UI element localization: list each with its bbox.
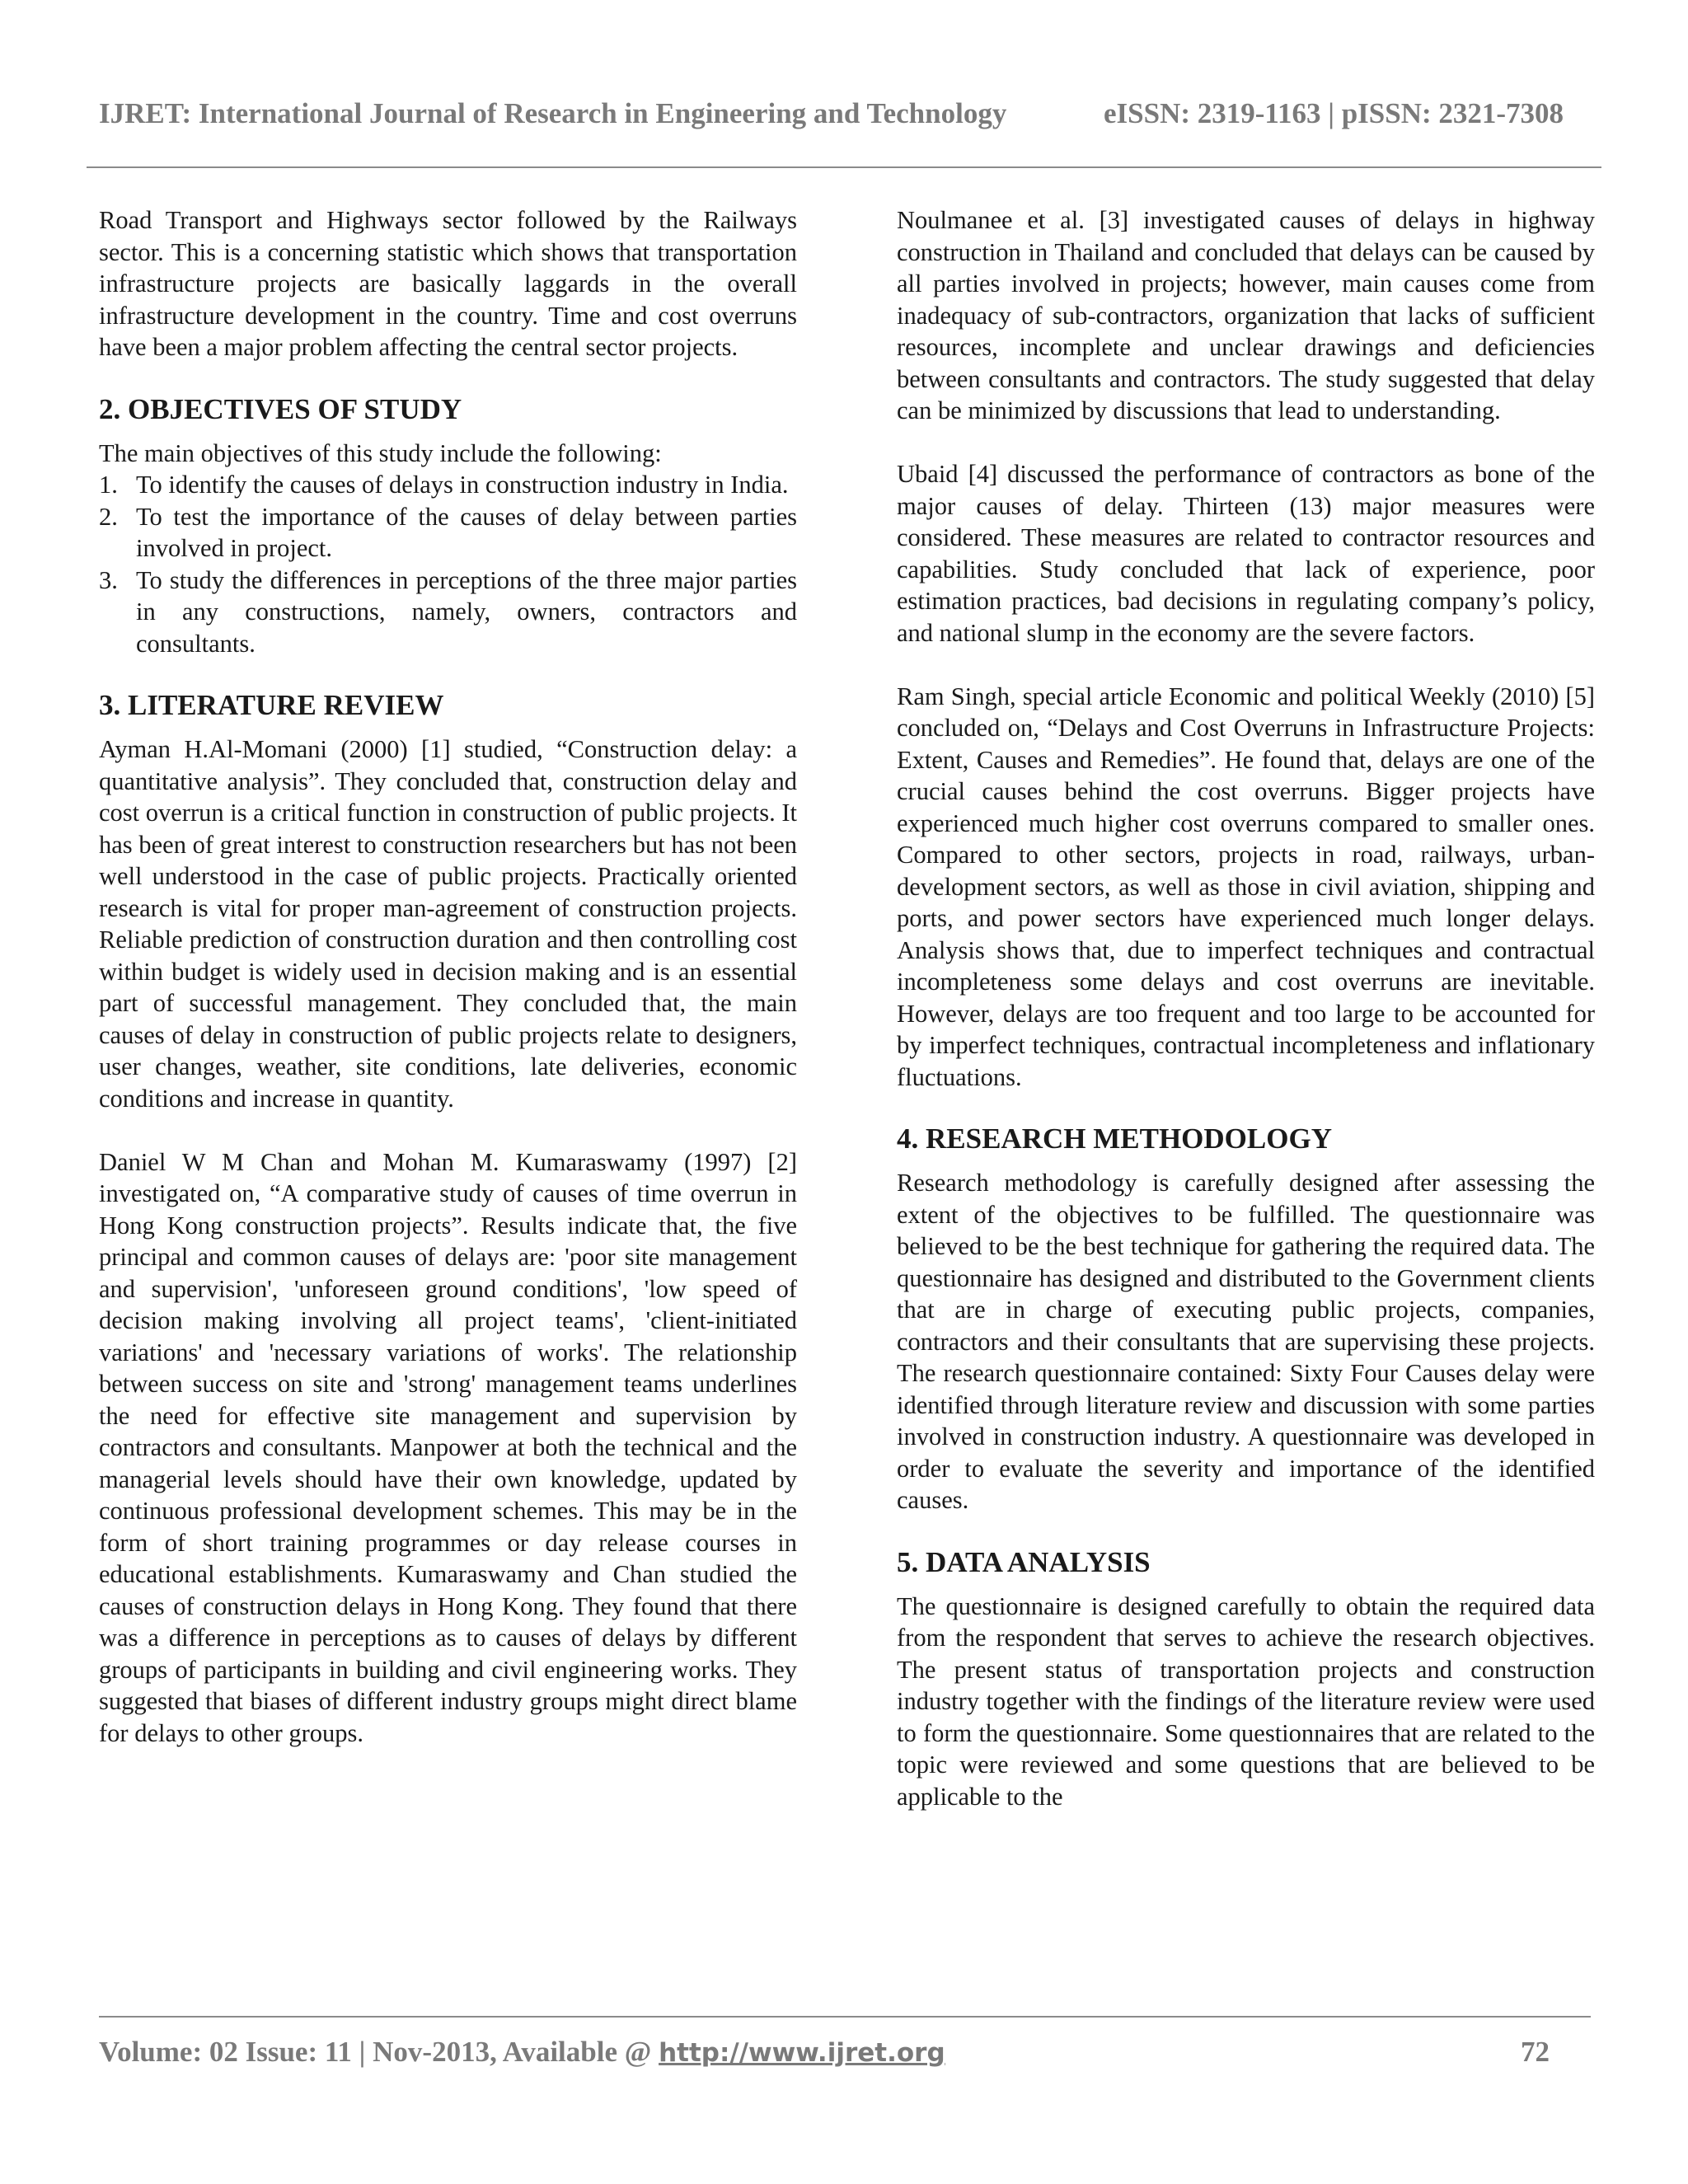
literature-paragraph: Noulmanee et al. [3] investigated causes of delays in highway construction in Thailand and concluded that delays can be caused by all parties involved in projects; however, main causes come from inadequacy of sub-contractors, organization that lacks of sufficient resources, incomplete and unclear drawings and deficiencies between consultants and contractors. The study suggested that delay can be minimized by discussions that lead to understanding.: [897, 206, 1595, 424]
data-analysis-paragraph: The questionnaire is designed carefully to obtain the required data from the respondent that serves to achieve the research objectives. The present status of transportation projects and construction industry together with the findings of the literature review were used to form the questionnaire. Some questionnaires that are related to the topic were reviewed and some questions that are believed to be applicable to the: [897, 1591, 1595, 1811]
literature-paragraph: Daniel W M Chan and Mohan M. Kumaraswamy (1997) [2] investigated on, “A comparative study of causes of time overrun in Hong Kong construction projects”. Results indicate that, the five principal and common causes of delays are: 'poor site management and supervision', 'unforeseen ground conditions', 'low speed of decision making involving all project teams', 'client-initiated variations' and 'necessary variations of works'. The relationship between success on site and 'strong' management teams underlines the need for effective site management and supervision by contractors and consultants. Manpower at both the technical and the managerial levels should have their own knowledge, updated by continuous professional development schemes. This may be in the form of short training programmes or day release courses in educational establishments. Kumaraswamy and Chan studied the causes of construction delays in Hong Kong. They found that there was a difference in perceptions as to causes of delays by different groups of participants in building and civil engineering works. They suggested that biases of different industry groups might direct blame for delays to other groups.: [99, 1147, 797, 1747]
right-column: [897, 204, 1595, 1812]
literature-paragraph: Ayman H.Al-Momani (2000) [1] studied, “Construction delay: a quantitative analysis”. They concluded that, construction delay and cost overrun is a critical function in construction of public projects. It has been of great interest to construction researchers but has not been well understood in the case of public projects. Practically oriented research is vital for proper man-agreement of construction projects. Reliable prediction of construction duration and then controlling cost within budget is widely used in decision making and is an essential part of successful management. They concluded that, the main causes of delay in construction of public projects relate to designers, user changes, weather, site conditions, late deliveries, economic conditions and increase in quantity.: [99, 735, 797, 1113]
section-heading-literature: 3. LITERATURE REVIEW: [99, 689, 444, 721]
running-footer: [99, 2036, 1550, 2069]
left-column: [99, 204, 797, 1749]
objectives-lead: The main objectives of this study include the following:: [99, 438, 662, 467]
journal-link[interactable]: http://www.ijret.org: [659, 2038, 945, 2068]
list-item: [99, 501, 797, 565]
issn-info: eISSN: 2319-1163 | pISSN: 2321-7308: [1104, 97, 1564, 129]
objectives-list: [99, 469, 797, 659]
intro-paragraph: Road Transport and Highways sector followed by the Railways sector. This is a concerning statistic which shows that transportation infrastructure projects are basically laggards in the overall infrastructure development in the country. Time and cost overruns have been a major problem affecting the central sector projects.: [99, 206, 797, 361]
list-text: To identify the causes of delays in construction industry in India.: [136, 471, 789, 499]
literature-paragraph: Ram Singh, special article Economic and political Weekly (2010) [5] concluded on, “Delays and Cost Overruns in Infrastructure Projects: Extent, Causes and Remedies”. He found that, delays are one of the crucial causes behind the cost overruns. Bigger projects have experienced much higher cost overruns compared to smaller ones. Compared to other sectors, projects in road, railways, urban-development sectors, as well as those in civil aviation, shipping and ports, and power sectors have experienced much longer delays. Analysis shows that, due to imperfect techniques and contractual incompleteness some delays and cost overruns are inevitable. However, delays are too frequent and too large to be accounted for by imperfect techniques, contractual incompleteness and inflationary fluctuations.: [897, 682, 1595, 1091]
section-heading-methodology: 4. RESEARCH METHODOLOGY: [897, 1122, 1332, 1155]
methodology-paragraph: Research methodology is carefully designed after assessing the extent of the objectives to be fulfilled. The questionnaire was believed to be the best technique for gathering the required data. The questionnaire has designed and distributed to the Government clients that are in charge of executing public projects, companies, contractors and their consultants that are supervising these projects. The research questionnaire contained: Sixty Four Causes delay were identified through literature review and discussion with some parties involved in construction industry. A questionnaire was developed in order to evaluate the severity and importance of the identified causes.: [897, 1169, 1595, 1514]
journal-title: IJRET: International Journal of Research in Engineering and Technology: [99, 97, 1007, 129]
list-item: [99, 469, 797, 501]
list-item: [99, 565, 797, 660]
section-heading-data-analysis: 5. DATA ANALYSIS: [897, 1545, 1151, 1578]
list-number: 1.: [99, 471, 118, 499]
footer-divider: [99, 2016, 1591, 2018]
literature-paragraph: Ubaid [4] discussed the performance of contractors as bone of the major causes of delay. Thirteen (13) major measures were considered. These measures are related to contractor resources and capabilities. Study concluded that lack of experience, poor estimation practices, bad decisions in regulating company’s policy, and national slump in the economy are the severe factors.: [897, 460, 1595, 647]
list-number: 2.: [99, 502, 118, 531]
volume-info: Volume: 02 Issue: 11 | Nov-2013, Available @: [99, 2036, 659, 2068]
list-text: To study the differences in perceptions of the three major parties in any constructions, namely, owners, contractors and consultants.: [136, 565, 797, 658]
running-header: [99, 97, 1591, 130]
header-divider: [87, 166, 1601, 168]
page-number: 72: [1521, 2036, 1550, 2068]
section-heading-objectives: 2. OBJECTIVES OF STUDY: [99, 392, 462, 425]
list-text: To test the importance of the causes of delay between parties involved in project.: [136, 502, 797, 562]
list-number: 3.: [99, 565, 118, 594]
